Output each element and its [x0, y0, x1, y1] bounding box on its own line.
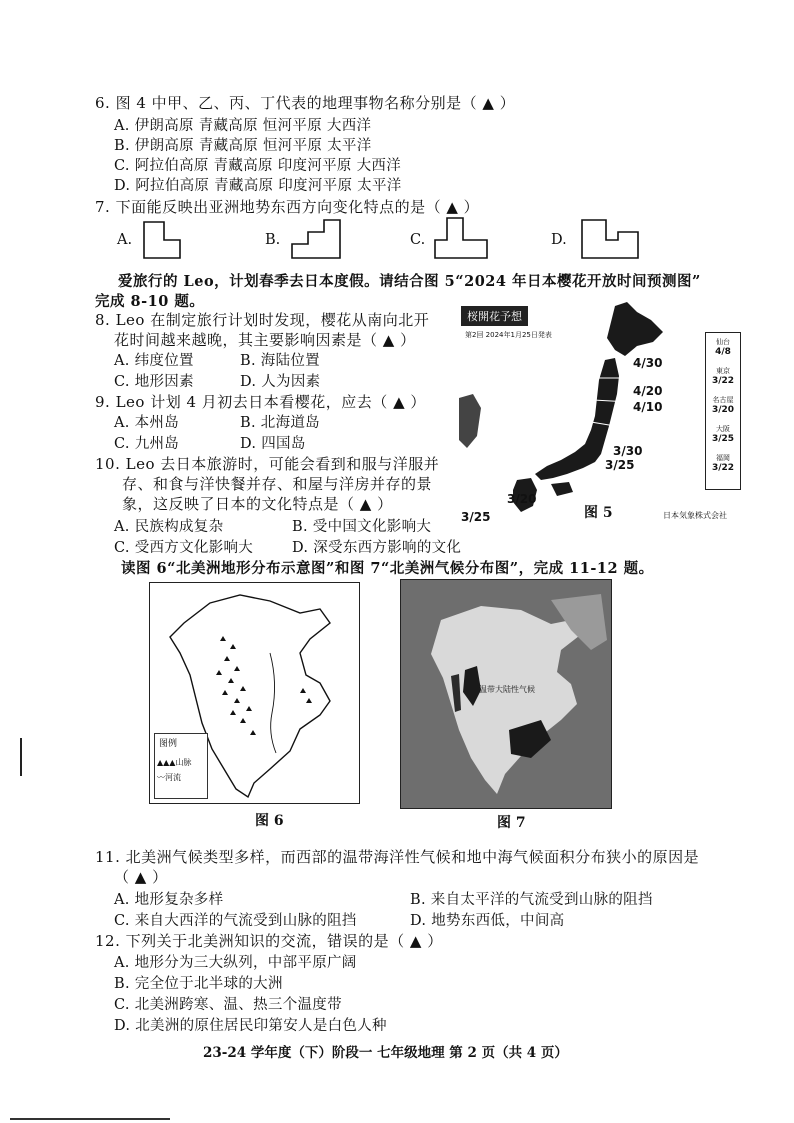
- fig5-banner: 桜開花予想: [461, 306, 528, 326]
- q10-stem-line2: 存、和食与洋快餐并存、和屋与洋房并存的景: [122, 475, 433, 493]
- q11-option-a: A. 地形复杂多样: [114, 892, 224, 908]
- fig5-date-3: 4/10: [633, 400, 663, 414]
- city-date-5: 3/22: [711, 463, 735, 473]
- q9-option-d: D. 四国岛: [240, 436, 306, 452]
- city-name-3: 名古屋: [712, 396, 734, 404]
- legend-title: 图例: [159, 739, 178, 749]
- q7-profile-c: [433, 216, 493, 260]
- q8-option-c: C. 地形因素: [114, 374, 194, 390]
- q7-profile-a: [142, 218, 198, 260]
- q6-option-a: A. 伊朗高原 青藏高原 恒河平原 大西洋: [114, 118, 372, 134]
- fig5-caption: 图 5: [584, 505, 613, 521]
- city-date-4: 3/25: [711, 434, 735, 444]
- fig5-city-panel: [705, 332, 741, 490]
- q8-option-a: A. 纬度位置: [114, 353, 194, 369]
- intro-11-12: 读图 6“北美洲地形分布示意图”和图 7“北美洲气候分布图”，完成 11-12 题。: [121, 560, 654, 577]
- q10-option-b: B. 受中国文化影响大: [292, 519, 432, 535]
- fig5-date-4: 3/30: [613, 444, 643, 458]
- q6-stem: 6. 图 4 中甲、乙、丙、丁代表的地理事物名称分别是（ ▲ ）: [95, 94, 516, 112]
- q12-option-b: B. 完全位于北半球的大洲: [114, 976, 283, 992]
- q8-option-d: D. 人为因素: [240, 374, 321, 390]
- figure-6-north-america-terrain: [149, 582, 360, 804]
- q8-stem-line1: 8. Leo 在制定旅行计划时发现，樱花从南向北开: [95, 311, 430, 329]
- fig6-caption: 图 6: [255, 813, 284, 829]
- scan-mark-left: [20, 738, 22, 776]
- river-legend-icon: 〰: [157, 773, 165, 782]
- q7-label-a: A.: [117, 232, 133, 248]
- q9-stem: 9. Leo 计划 4 月初去日本看樱花，应去（ ▲ ）: [95, 393, 426, 411]
- q6-option-c: C. 阿拉伯高原 青藏高原 印度河平原 大西洋: [114, 158, 402, 174]
- q11-stem: 11. 北美洲气候类型多样，而西部的温带海洋性气候和地中海气候面积分布狭小的原因是: [95, 848, 700, 866]
- q7-profile-b: [290, 218, 350, 260]
- legend-mountain: 山脉: [175, 758, 192, 767]
- q11-option-d: D. 地势东西低，中间高: [410, 913, 565, 929]
- q6-option-d: D. 阿拉伯高原 青藏高原 印度河平原 太平洋: [114, 178, 402, 194]
- figure-7-north-america-climate: [400, 579, 612, 809]
- q7-profile-d: [580, 218, 646, 260]
- mountain-symbols: [216, 636, 312, 735]
- city-date-3: 3/20: [711, 405, 735, 415]
- q7-stem: 7. 下面能反映出亚洲地势东西方向变化特点的是（ ▲ ）: [95, 198, 480, 216]
- q7-label-d: D.: [551, 232, 567, 248]
- q10-stem-line1: 10. Leo 去日本旅游时，可能会看到和服与洋服并: [95, 455, 440, 473]
- q11-option-c: C. 来自大西洋的气流受到山脉的阻挡: [114, 913, 357, 929]
- intro-8-10-line2: 完成 8-10 题。: [95, 293, 205, 310]
- q7-label-c: C.: [410, 232, 426, 248]
- legend-river: 河流: [165, 773, 181, 782]
- q11-option-b: B. 来自太平洋的气流受到山脉的阻挡: [410, 892, 653, 908]
- city-name-2: 東京: [716, 367, 730, 375]
- q12-option-a: A. 地形分为三大纵列，中部平原广阔: [114, 955, 357, 971]
- mountain-legend-icon: ▲▲▲: [157, 758, 176, 767]
- q6-option-b: B. 伊朗高原 青藏高原 恒河平原 太平洋: [114, 138, 372, 154]
- q9-option-a: A. 本州岛: [114, 415, 179, 431]
- q9-option-c: C. 九州岛: [114, 436, 180, 452]
- fig7-caption: 图 7: [497, 815, 526, 831]
- q9-option-b: B. 北海道岛: [240, 415, 320, 431]
- q10-option-a: A. 民族构成复杂: [114, 519, 224, 535]
- q12-option-d: D. 北美洲的原住居民印第安人是白色人种: [114, 1018, 387, 1034]
- fig5-date-6: 3/20: [507, 492, 537, 506]
- fig5-date-2: 4/20: [633, 384, 663, 398]
- q12-stem: 12. 下列关于北美洲知识的交流，错误的是（ ▲ ）: [95, 932, 443, 950]
- intro-8-10-line1: 爱旅行的 Leo，计划春季去日本度假。请结合图 5“2024 年日本樱花开放时间预测图”: [118, 273, 701, 290]
- city-name-4: 大阪: [716, 425, 730, 433]
- fig5-date-7: 3/25: [461, 510, 491, 524]
- q10-option-c: C. 受西方文化影响大: [114, 540, 254, 556]
- figure-5-japan-map: [455, 298, 740, 528]
- q8-option-b: B. 海陆位置: [240, 353, 320, 369]
- q7-label-b: B.: [265, 232, 281, 248]
- q12-option-c: C. 北美洲跨寒、温、热三个温度带: [114, 997, 342, 1013]
- fig5-date-1: 4/30: [633, 356, 663, 370]
- fig5-subtitle: 第2回 2024年1月25日発表: [465, 331, 552, 339]
- fig6-legend: [154, 733, 208, 799]
- q11-answer-mark: （ ▲ ）: [114, 868, 168, 886]
- city-date-2: 3/22: [711, 376, 735, 386]
- q8-stem-line2: 花时间越来越晚，其主要影响因素是（ ▲ ）: [114, 331, 416, 349]
- japan-islands-shape: [455, 298, 740, 528]
- fig5-date-5: 3/25: [605, 458, 635, 472]
- q10-option-d: D. 深受东西方影响的文化: [292, 540, 462, 556]
- q10-stem-line3: 象，这反映了日本的文化特点是（ ▲ ）: [122, 495, 393, 513]
- fig5-credit: 日本気象株式会社: [663, 511, 727, 520]
- city-name-5: 福岡: [716, 454, 730, 462]
- page-footer: 23-24 学年度（下）阶段一 七年级地理 第 2 页（共 4 页）: [203, 1045, 568, 1061]
- fig7-label: 温带大陆性气候: [479, 685, 535, 694]
- city-date-1: 4/8: [715, 347, 731, 357]
- scan-mark-bottom: [10, 1118, 170, 1120]
- city-name-1: 仙台: [716, 338, 730, 346]
